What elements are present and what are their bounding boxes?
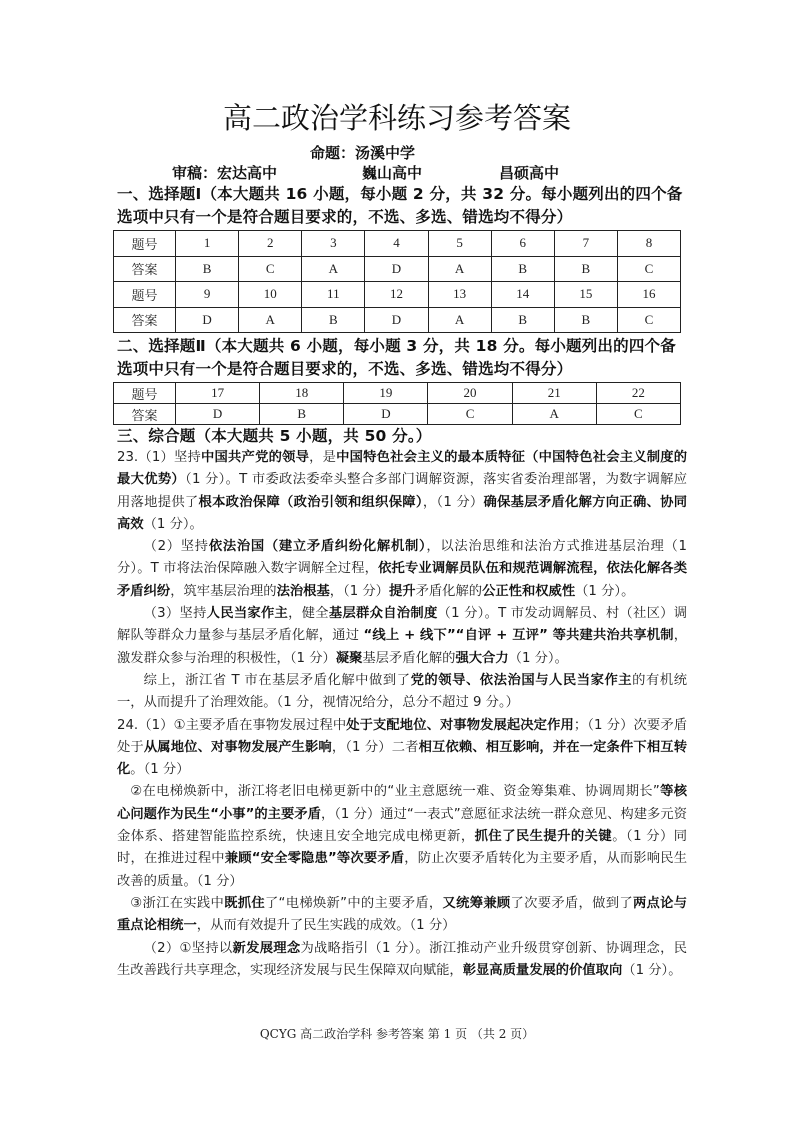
question-number-cell: 12 xyxy=(365,282,428,308)
answer-text: ，（1 分）通过“一表式”意愿征求法统一群众意见、构建多元资金体系、搭建智能监控系统，快速且安全地完成电梯更新， xyxy=(117,806,687,845)
section1-heading: 一、选择题Ⅰ（本大题共 16 小题，每小题 2 分，共 32 分。每小题列出的四个备选项中只有一个是符合题目要求的，不选、多选、错选均不得分） xyxy=(117,185,683,226)
answer-cell: D xyxy=(365,307,428,333)
answer-text: ，激发群众参与治理的积极性，（1 分） xyxy=(117,628,687,666)
key-point-text: 中国特色社会主义的最本质特征（中国特色社会主义制度的最大优势） xyxy=(117,450,688,488)
question-number-cell: 13 xyxy=(428,282,491,308)
key-point-text: 新发展理念 xyxy=(232,940,301,956)
answer-text: ，（1 分）二者 xyxy=(331,739,419,755)
key-point-text: “线上 + 线下”“自评 + 互评” 等共建共治共享机制 xyxy=(363,628,674,644)
row-label: 题号 xyxy=(114,383,176,404)
answer-paragraph xyxy=(117,670,687,715)
answer-text: 基层矛盾化解的 xyxy=(362,650,456,666)
answer-text: ②在电梯焕新中，浙江将老旧电梯更新中的“业主意愿统一难、资金筹集难、协调周期长” xyxy=(130,784,660,800)
answer-cell: A xyxy=(302,256,365,282)
reviewers-label: 审稿： xyxy=(172,164,218,182)
reviewer-school: 巍山高中 xyxy=(362,164,423,182)
answer-text: （2）①坚持以 xyxy=(143,940,233,956)
answer-text: ，筑牢基层治理的 xyxy=(170,583,277,599)
author-line: 命题：汤溪中学 xyxy=(310,144,416,162)
row-label: 题号 xyxy=(114,282,176,308)
key-point-text: 人民当家作主 xyxy=(206,606,289,622)
answer-text: （1 分）。 xyxy=(575,583,635,599)
key-point-text: 基层群众自治制度 xyxy=(328,606,438,622)
answer-row xyxy=(114,404,681,425)
key-point-text: 又统筹兼顾 xyxy=(442,895,511,911)
key-point-text: 依法治国（建立矛盾纠纷化解机制） xyxy=(208,539,427,555)
question-number-cell: 18 xyxy=(260,383,344,404)
key-point-text: 彰显高质量发展的价值取向 xyxy=(462,962,623,978)
answer-cell: A xyxy=(428,256,491,282)
answer-text: （1 分）。T 市委政法委牵头整合多部门调解资源，落实省委治理部署，为数字调解应用落地提供了 xyxy=(117,472,687,510)
section2-heading: 二、选择题Ⅱ（本大题共 6 小题，每小题 3 分，共 18 分。每小题列出的四个备选项中只有一个是符合题目要求的，不选、多选、错选均不得分） xyxy=(117,337,676,378)
question-number-cell: 21 xyxy=(512,383,596,404)
row-label: 答案 xyxy=(114,404,176,425)
answer-text: ，健全 xyxy=(288,606,329,622)
document-title: 高二政治学科练习参考答案 xyxy=(222,101,571,135)
answer-cell: B xyxy=(491,307,554,333)
key-point-text: 兼顾“安全零隐患”等次要矛盾 xyxy=(224,851,405,867)
answer-text: ③浙江在实践中 xyxy=(130,895,225,911)
answer-cell: D xyxy=(344,404,428,425)
answer-cell: D xyxy=(176,404,260,425)
row-label: 答案 xyxy=(114,256,176,282)
key-point-text: 强大合力 xyxy=(455,650,509,666)
key-point-text: 相互依赖、相互影响，并在一定条件下相互转化 xyxy=(117,739,687,778)
key-point-text: 抓住了民生提升的关键 xyxy=(474,829,613,845)
key-point-text: 中国共产党的领导 xyxy=(201,450,310,465)
answer-cell: C xyxy=(428,404,512,425)
answer-paragraph xyxy=(117,603,687,670)
key-point-text: 公正性和权威性 xyxy=(482,583,576,599)
key-point-text: 等核心问题作为民生“小事”的主要矛盾 xyxy=(117,784,687,822)
question-number-cell: 9 xyxy=(176,282,239,308)
question-number-cell: 4 xyxy=(365,231,428,257)
answer-cell: C xyxy=(596,404,680,425)
answer-row xyxy=(114,256,681,282)
question-number-cell: 3 xyxy=(302,231,365,257)
answer-text: ，防止次要矛盾转化为主要矛盾，从而影响民生改善的质量。（1 分） xyxy=(117,851,688,889)
page-footer: QCYG 高二政治学科 参考答案 第 1 页 （共 2 页） xyxy=(259,1027,535,1041)
key-point-text: 两点论与重点论相统一 xyxy=(117,895,688,934)
answer-text: ；（1 分）次要矛盾处于 xyxy=(117,717,688,755)
answer-text: 为战略指引（1 分）。浙江推动产业升级贯穿创新、协调理念，民生改善践行共享理念，实现经济发展与民生保障双向赋能， xyxy=(117,940,687,978)
answer-cell: A xyxy=(239,307,302,333)
reviewer-school: 昌硕高中 xyxy=(499,164,560,182)
answer-paragraph xyxy=(117,781,687,892)
question-number-row xyxy=(114,383,681,404)
answer-paragraph xyxy=(117,447,687,536)
answer-cell: D xyxy=(365,256,428,282)
answer-paragraph xyxy=(117,536,687,603)
answer-cell: D xyxy=(176,307,239,333)
answer-text: 。（1 分）同时，在推进过程中 xyxy=(117,829,688,867)
section3-heading: 三、综合题（本大题共 5 小题，共 50 分。） xyxy=(117,427,432,445)
answer-text: （1 分）。 xyxy=(508,650,568,666)
answer-text: 了“电梯焕新”中的主要矛盾， xyxy=(264,895,443,911)
key-point-text: 处于支配地位、对事物发展起决定作用 xyxy=(346,717,574,733)
answer-text: ，以法治思维和法治方式推进基层治理（1 分）。T 市将法治保障融入数字调解全过程， xyxy=(117,539,687,577)
question-number-cell: 10 xyxy=(239,282,302,308)
answer-cell: B xyxy=(260,404,344,425)
answer-text: ，是 xyxy=(309,450,337,465)
answer-text: ，从而有效提升了民生实践的成效。（1 分） xyxy=(196,918,456,934)
key-point-text: 根本政治保障（政治引领和组织保障） xyxy=(198,494,423,510)
answer-cell: A xyxy=(512,404,596,425)
answer-row xyxy=(114,307,681,333)
question-number-cell: 20 xyxy=(428,383,512,404)
answer-cell: C xyxy=(617,307,680,333)
answer-text: （1 分）。T 市发动调解员、村（社区）调解队等群众力量参与基层矛盾化解，通过 xyxy=(117,606,688,644)
question-number-cell: 2 xyxy=(239,231,302,257)
question-number-cell: 11 xyxy=(302,282,365,308)
question-number-cell: 14 xyxy=(491,282,554,308)
question-number-cell: 16 xyxy=(617,282,680,308)
section1-answer-table xyxy=(113,230,681,333)
answer-cell: B xyxy=(176,256,239,282)
answer-cell: B xyxy=(491,256,554,282)
key-point-text: 确保基层矛盾化解方向正确、协同高效 xyxy=(117,494,687,532)
answer-text: （3）坚持 xyxy=(143,606,207,622)
question-number-row xyxy=(114,282,681,308)
key-point-text: 凝聚 xyxy=(335,650,363,666)
section2-answer-table xyxy=(113,382,681,425)
reviewer-school: 宏达高中 xyxy=(217,164,278,182)
answer-paragraph xyxy=(117,893,687,938)
row-label: 题号 xyxy=(114,231,176,257)
question-number-cell: 5 xyxy=(428,231,491,257)
question-number-cell: 19 xyxy=(344,383,428,404)
answer-cell: B xyxy=(554,256,617,282)
key-point-text: 既抓住 xyxy=(224,895,265,911)
answer-cell: B xyxy=(302,307,365,333)
answer-text: 23.（1）坚持 xyxy=(117,450,202,465)
answer-paragraph xyxy=(117,938,687,983)
question-number-cell: 17 xyxy=(176,383,260,404)
answer-text: 。（1 分） xyxy=(130,762,190,778)
key-point-text: 提升 xyxy=(388,583,416,599)
answer-cell: B xyxy=(554,307,617,333)
answer-text: 24.（1）①主要矛盾在事物发展过程中 xyxy=(117,717,347,733)
key-point-text: 法治根基 xyxy=(276,583,330,599)
answer-text: ，（1 分） xyxy=(329,583,389,599)
answer-cell: C xyxy=(617,256,680,282)
answer-text: 综上，浙江省 T 市在基层矛盾化解中做到了 xyxy=(143,672,411,688)
question-number-cell: 1 xyxy=(176,231,239,257)
question-number-cell: 22 xyxy=(596,383,680,404)
question-number-cell: 7 xyxy=(554,231,617,257)
question-number-cell: 15 xyxy=(554,282,617,308)
question-number-row xyxy=(114,231,681,257)
section3-answers xyxy=(117,447,687,982)
answer-text: （1 分）。 xyxy=(622,962,682,978)
answer-text: （1 分）。 xyxy=(143,516,203,532)
answer-paragraph xyxy=(117,715,687,782)
answer-cell: C xyxy=(239,256,302,282)
question-number-cell: 8 xyxy=(617,231,680,257)
answer-text: （2）坚持 xyxy=(143,539,209,555)
key-point-text: 从属地位、对事物发展产生影响 xyxy=(143,739,332,755)
answer-cell: A xyxy=(428,307,491,333)
answer-text: 的有机统一，从而提升了治理效能。（1 分，视情况给分，总分不超过 9 分。） xyxy=(117,672,688,711)
row-label: 答案 xyxy=(114,307,176,333)
answer-text: 了次要矛盾，做到了 xyxy=(510,895,633,911)
key-point-text: 依托专业调解员队伍和规范调解流程，依法化解各类矛盾纠纷 xyxy=(117,561,688,599)
question-number-cell: 6 xyxy=(491,231,554,257)
key-point-text: 党的领导、依法治国与人民当家作主 xyxy=(410,672,633,688)
answer-text: 矛盾化解的 xyxy=(415,583,483,599)
answer-text: ，（1 分） xyxy=(422,494,484,510)
